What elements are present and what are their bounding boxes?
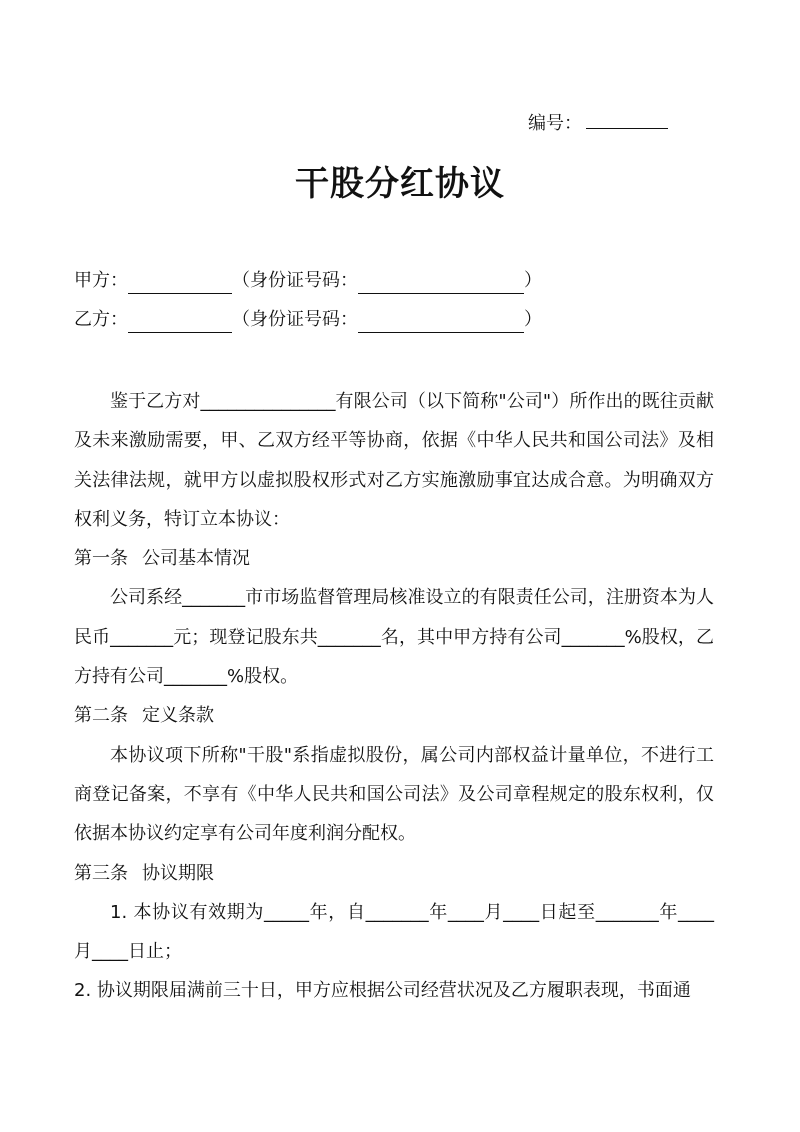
article1-text: 公司系经_______市市场监督管理局核准设立的有限责任公司，注册资本为人民币_______元；现登记股东共_______名，其中甲方持有公司_______%股权，乙方持有公司_______%股权。 bbox=[74, 587, 714, 688]
article3-number: 第三条 bbox=[74, 862, 128, 884]
party-b-id-blank bbox=[358, 312, 524, 333]
party-b-name-blank bbox=[128, 312, 232, 333]
party-a-id-label: （身份证号码： bbox=[232, 270, 358, 291]
article1-heading bbox=[74, 539, 714, 578]
article2-text: 本协议项下所称"干股"系指虚拟股份，属公司内部权益计量单位，不进行工商登记备案，不享有《中华人民共和国公司法》及公司章程规定的股东权利，仅依据本协议约定享有公司年度利润分配权。 bbox=[74, 744, 714, 845]
article3-title: 协议期限 bbox=[142, 862, 214, 884]
party-a-line bbox=[74, 268, 542, 294]
party-a-name-blank bbox=[128, 273, 232, 294]
article1-number: 第一条 bbox=[74, 548, 128, 570]
party-b-id-label: （身份证号码： bbox=[232, 309, 358, 330]
preamble-company-blank: _______________ bbox=[200, 391, 336, 412]
party-b-label: 乙方： bbox=[74, 309, 128, 330]
article3-heading bbox=[74, 854, 714, 893]
serial-number bbox=[528, 110, 668, 137]
party-b-line bbox=[74, 307, 542, 333]
preamble-part1: 鉴于乙方对 bbox=[110, 391, 201, 412]
party-b-id-close: ） bbox=[524, 309, 542, 330]
party-a-id-close: ） bbox=[524, 270, 542, 291]
document-title: 干股分红协议 bbox=[295, 164, 505, 204]
article2-heading bbox=[74, 696, 714, 735]
article3-item2: 2. 协议期限届满前三十日，甲方应根据公司经营状况及乙方履职表现，书面通 bbox=[74, 980, 691, 1002]
contract-body bbox=[74, 382, 714, 1011]
party-a-label: 甲方： bbox=[74, 270, 128, 291]
article2-title: 定义条款 bbox=[142, 705, 214, 727]
article2-number: 第二条 bbox=[74, 705, 128, 727]
article3-item1: 1. 本协议有效期为_____年，自_______年____月____日起至_______年____月____日止； bbox=[74, 901, 714, 963]
serial-label: 编号： bbox=[528, 113, 582, 134]
party-a-id-blank bbox=[358, 273, 524, 294]
article1-title: 公司基本情况 bbox=[142, 548, 250, 570]
preamble-paragraph bbox=[74, 382, 714, 539]
serial-blank bbox=[586, 110, 668, 129]
preamble-part2: 有限公司（以下简称"公司"）所作出的既往贡献及未来激励需要，甲、乙双方经平等协商，依据《中华人民共和国公司法》及相关法律法规，就甲方以虚拟股权形式对乙方实施激励事宜达成合意。为明确双方权利义务，特订立本协议： bbox=[74, 391, 714, 530]
